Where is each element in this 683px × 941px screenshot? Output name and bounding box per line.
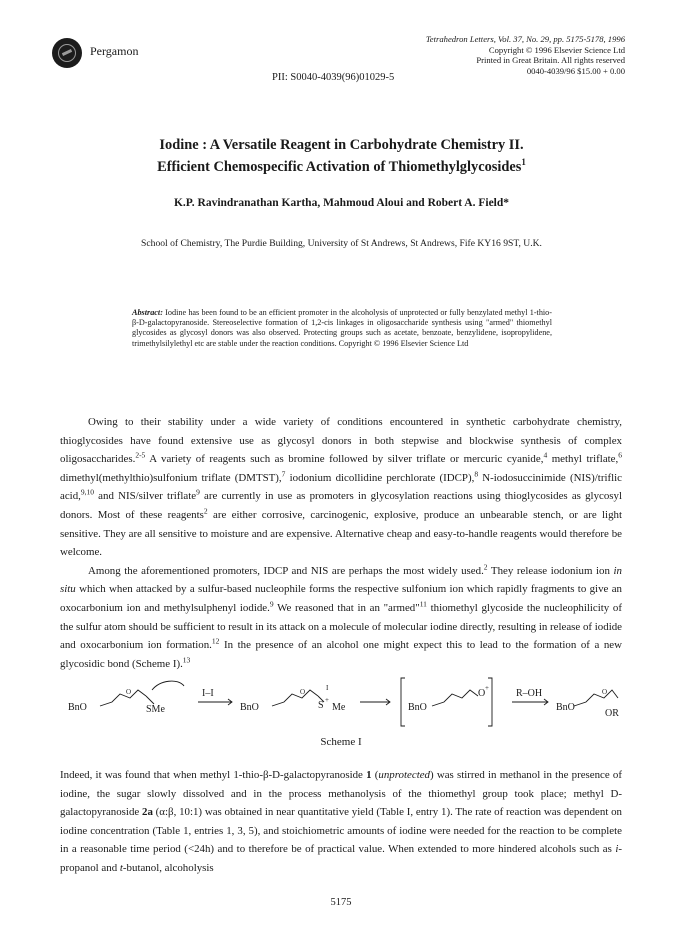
scheme-diagram — [60, 672, 622, 732]
or-label: OR — [605, 708, 619, 719]
abstract-label: Abstract: — [132, 308, 163, 317]
sugar-ring-1 — [100, 690, 146, 706]
pergamon-logo-icon — [52, 38, 82, 68]
journal-citation — [325, 34, 625, 76]
abstract-text: Iodine has been found to be an efficient promoter in the alcoholysis of unprotected or fully benzylated methyl 1-thio-β-D-galactopyranoside. Stereoselective formation of 1,2-cis linkages in oligosaccharide synthesis using "armed" thiomethyl glycosides as glycosyl donors was also observed. Protecting groups such as acetate, benzoate, benzylidene, isopropylidene, trimethylsilylethyl etc are stable under the reaction conditions. Copyright © 1996 Elsevier Science Ltd — [132, 308, 553, 348]
body-section-2 — [60, 766, 622, 878]
scheme-caption: Scheme I — [320, 736, 362, 748]
iodine-substituent: I — [326, 684, 329, 692]
abstract — [132, 308, 552, 349]
affiliation: School of Chemistry, The Purdie Building, University of St Andrews, St Andrews, Fife KY16 9ST, U.K. — [141, 238, 542, 249]
alcohol-reagent: R–OH — [516, 688, 543, 699]
journal-line-printed: Printed in Great Britain. All rights reserved — [476, 55, 625, 66]
bno-label-1: BnO — [68, 702, 87, 713]
body-section-1 — [60, 413, 622, 673]
methyl-label: Me — [332, 702, 346, 713]
ring-oxygen-4: O — [602, 688, 608, 696]
iodine-reagent: I–I — [202, 688, 214, 699]
journal-line-price: 0040-4039/96 $15.00 + 0.00 — [526, 65, 625, 76]
title-footnote: 1 — [521, 157, 526, 167]
bno-label-3: BnO — [408, 702, 427, 713]
publisher-name: Pergamon — [90, 44, 139, 58]
journal-line-copyright: Copyright © 1996 Elsevier Science Ltd — [488, 44, 625, 55]
ring-oxygen-1: O — [126, 688, 132, 696]
authors: K.P. Ravindranathan Kartha, Mahmoud Aloui and Robert A. Field* — [173, 197, 510, 209]
pii-identifier: PII: S0040-4039(96)01029-5 — [272, 72, 395, 83]
journal-line-citation: Tetrahedron Letters, Vol. 37, No. 29, pp. 5175-5178, 1996 — [425, 34, 625, 44]
article-title-line-2: Efficient Chemospecific Activation of Thiomethylglycosides$^1$ — [157, 157, 526, 175]
ring-oxygen-2: O — [300, 688, 306, 696]
oxocarbonium-charge: + — [485, 684, 489, 692]
sulfonium-charge: + — [325, 696, 329, 704]
sulfonium-s: S — [318, 700, 324, 711]
body-paragraph: Among the aforementioned promoters, IDCP and NIS are perhaps the most widely used.$^2$ They release iodonium ion in situ which when attacked by a sulfur-based nucleophile forms the respective sulfonium ion which rapidly fragments to give an oxocarbonium ion and methylsulphenyl iodide.$^9$ We reasoned that in an "armed"$^{11}$ thiomethyl glycoside the nucleophilicity of the sulfur atom should be sufficient to result in its attack on a molecule of molecular iodine directly, resulting in release of iodide and oxocarbonium ion formation.$^{12}$ In the presence of an alcohol one might expect this to lead to the formation of a new glycosidic bond (Scheme I).$^{13}$ — [60, 562, 623, 670]
oxocarbonium-o: O — [478, 688, 486, 699]
sme-label: SMe — [146, 704, 165, 715]
body-paragraph: Owing to their stability under a wide variety of conditions encountered in synthetic carbohydrate chemistry, thioglycosides have found extensive use as glycosyl donors in both stepwise and blockwise synthesis of complex oligosaccharides.$^{2-5}$ A variety of reagents such as bromine followed by silver triflate or mercuric cyanide,$^4$ methyl triflate,$^6$ dimethyl(methylthio)sulfonium triflate (DMTST),$^7$ iodonium dicollidine perchlorate (IDCP),$^8$ N-iodosuccinimide (NIS)/triflic acid,$^{9,10}$ and NIS/silver triflate$^9$ are currently in use as promoters in glycosylation reactions using thioglycosides as glycosyl donors. Most of these reagents$^2$ are either corrosive, carcinogenic, explosive, produce an unbearable stench, or are light sensitive. They are all sensitive to moisture and are expensive. Alternative cheap and easy-to-handle reagents would therefore be welcome. — [60, 416, 623, 559]
page-number: 5175 — [330, 897, 352, 908]
body-paragraph: Indeed, it was found that when methyl 1-thio-β-D-galactopyranoside 1 (unprotected) was stirred in methanol in the presence of iodine, the sugar slowly dissolved and in the process methanolysis of the thiomethyl group took place; methyl D-galactopyranoside 2a (α:β, 10:1) was obtained in near quantitative yield (Table I, entry 1). The rate of reaction was dependent on iodine concentration (Table 1, entries 1, 3, 5), and stoichiometric amounts of iodine were needed for the reaction to be complete in a reasonable time period (<24h) and to therefore be of practical value. When extended to more hindered alcohols such as i-propanol and t-butanol, alcoholysis — [60, 769, 623, 874]
curved-arrow-1 — [152, 681, 184, 690]
bracket-left — [401, 678, 405, 726]
article-title-line-1: Iodine : A Versatile Reagent in Carbohydrate Chemistry II. — [159, 137, 524, 153]
bno-label-4: BnO — [556, 702, 575, 713]
bno-label-2: BnO — [240, 702, 259, 713]
